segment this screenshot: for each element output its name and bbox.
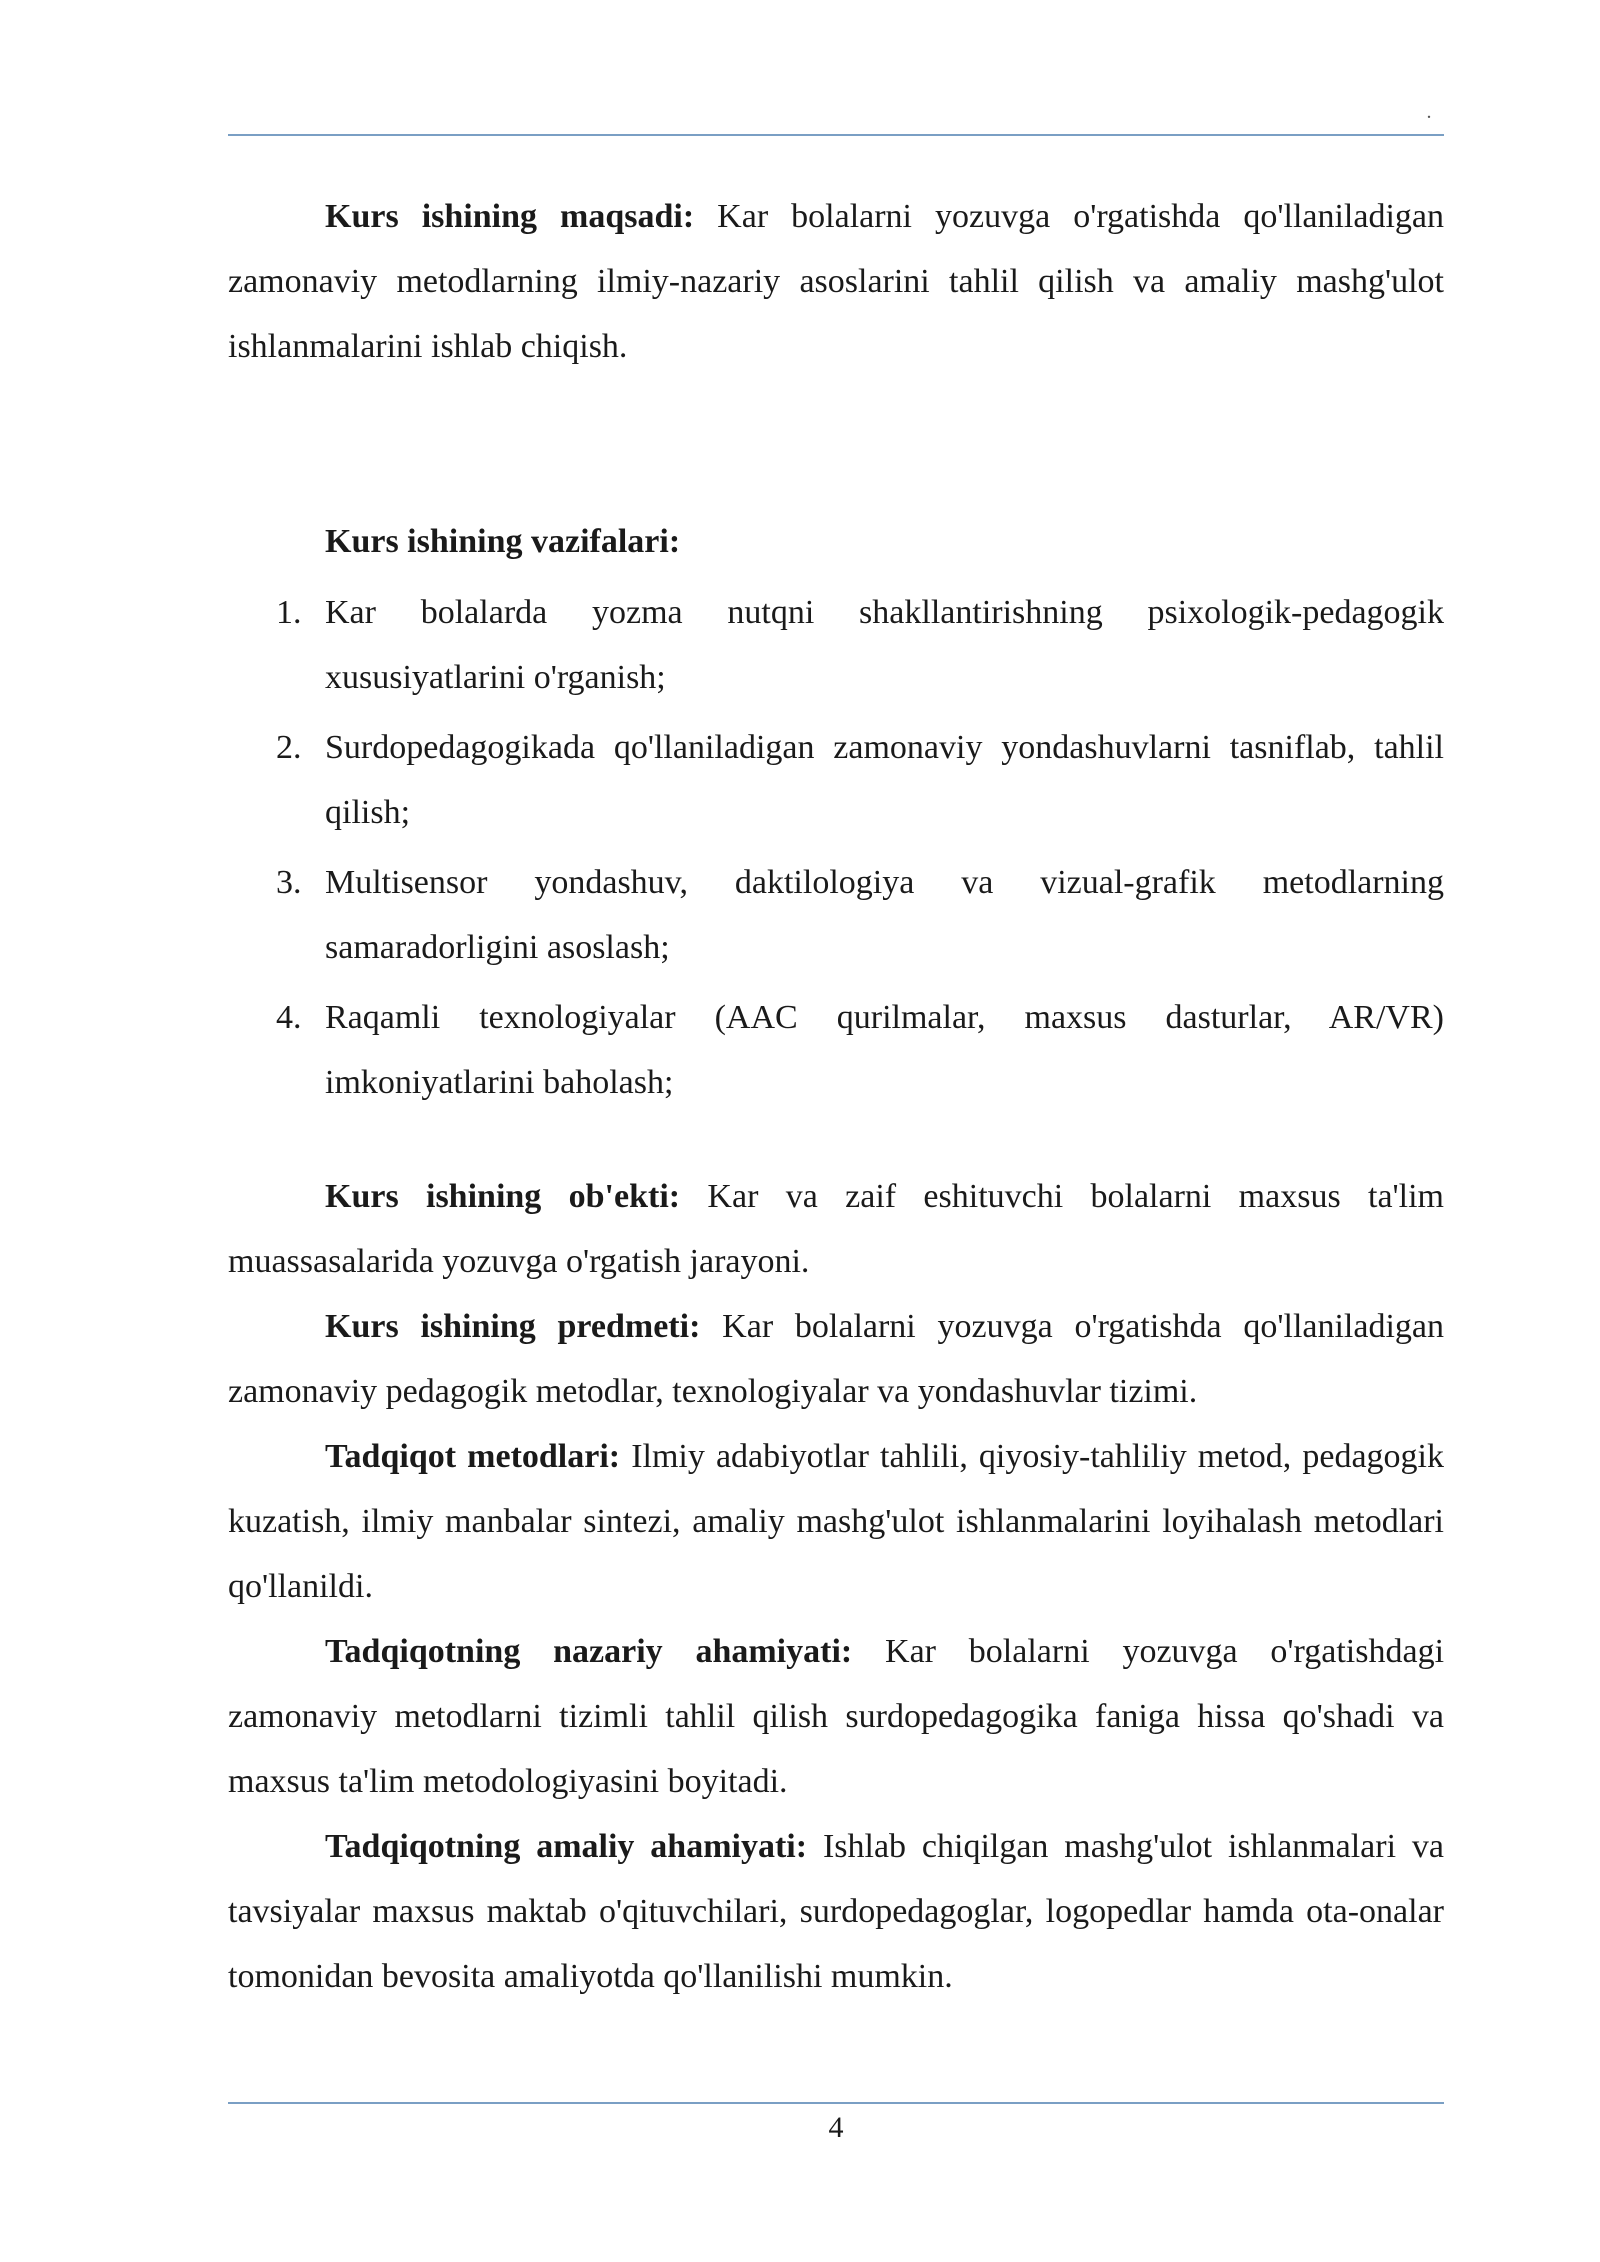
practical-significance-paragraph: [228, 1814, 1444, 2009]
goal-text: Kar bolalarni yozuvga o'rgatishda qo'llaniladigan zamonaviy metodlarning ilmiy-nazariy asoslarini tahlil qilish va amaliy mashg'ulot ishlanmalarini ishlab chiqish.: [228, 198, 1444, 365]
list-item: [228, 985, 1444, 1115]
spacer: [228, 1120, 1444, 1164]
list-item-number: 1.: [276, 594, 302, 631]
header-rule: [228, 134, 1444, 136]
subject-text: Kar bolalarni yozuvga o'rgatishda qo'llaniladigan zamonaviy pedagogik metodlar, texnologiyalar va yondashuvlar tizimi.: [228, 1308, 1444, 1410]
goal-paragraph: [228, 184, 1444, 379]
list-item-number: 4.: [276, 999, 302, 1036]
footer-rule: [228, 2102, 1444, 2104]
methods-label: Tadqiqot metodlari:: [325, 1438, 621, 1475]
list-item-text: Kar bolalarda yozma nutqni shakllantirishning psixologik-pedagogik xususiyatlarini o'rganish;: [325, 594, 1444, 696]
theoretical-significance-text: Kar bolalarni yozuvga o'rgatishdagi zamonaviy metodlarni tizimli tahlil qilish surdopedagogika faniga hissa qo'shadi va maxsus ta'lim metodologiyasini boyitadi.: [228, 1633, 1445, 1800]
practical-significance-text: Ishlab chiqilgan mashg'ulot ishlanmalari va tavsiyalar maxsus maktab o'qituvchilari, surdopedagoglar, logopedlar hamda ota-onalar tomonidan bevosita amaliyotda qo'llanilishi mumkin.: [228, 1828, 1444, 1995]
theoretical-significance-label: Tadqiqotning nazariy ahamiyati:: [325, 1633, 853, 1670]
list-item-text: Surdopedagogikada qo'llaniladigan zamonaviy yondashuvlarni tasniflab, tahlil qilish;: [325, 729, 1444, 831]
spacer: [228, 379, 1444, 509]
theoretical-significance-paragraph: [228, 1619, 1444, 1814]
object-paragraph: [228, 1164, 1444, 1294]
subject-paragraph: [228, 1294, 1444, 1424]
list-item-text: Multisensor yondashuv, daktilologiya va vizual-grafik metodlarning samaradorligini asoslash;: [325, 864, 1444, 966]
list-item: [228, 580, 1444, 710]
list-item: [228, 850, 1444, 980]
tasks-list: [228, 580, 1444, 1115]
list-item: [228, 715, 1444, 845]
practical-significance-label: Tadqiqotning amaliy ahamiyati:: [325, 1828, 808, 1865]
object-label: Kurs ishining ob'ekti:: [325, 1178, 681, 1215]
page-number: 4: [828, 2111, 844, 2144]
page-content: [228, 184, 1444, 2009]
tasks-heading: Kurs ishining vazifalari:: [325, 523, 681, 560]
object-text: Kar va zaif eshituvchi bolalarni maxsus ta'lim muassasalarida yozuvga o'rgatish jarayoni.: [228, 1178, 1445, 1280]
methods-paragraph: [228, 1424, 1444, 1619]
list-item-number: 2.: [276, 729, 302, 766]
list-item-text: Raqamli texnologiyalar (AAC qurilmalar, maxsus dasturlar, AR/VR) imkoniyatlarini baholash;: [325, 999, 1444, 1101]
subject-label: Kurs ishining predmeti:: [325, 1308, 701, 1345]
header-mark: .: [1426, 101, 1432, 123]
list-item-number: 3.: [276, 864, 302, 901]
goal-label: Kurs ishining maqsadi:: [325, 198, 695, 235]
methods-text: Ilmiy adabiyotlar tahlili, qiyosiy-tahliliy metod, pedagogik kuzatish, ilmiy manbalar sintezi, amaliy mashg'ulot ishlanmalarini loyihalash metodlari qo'llanildi.: [228, 1438, 1444, 1605]
